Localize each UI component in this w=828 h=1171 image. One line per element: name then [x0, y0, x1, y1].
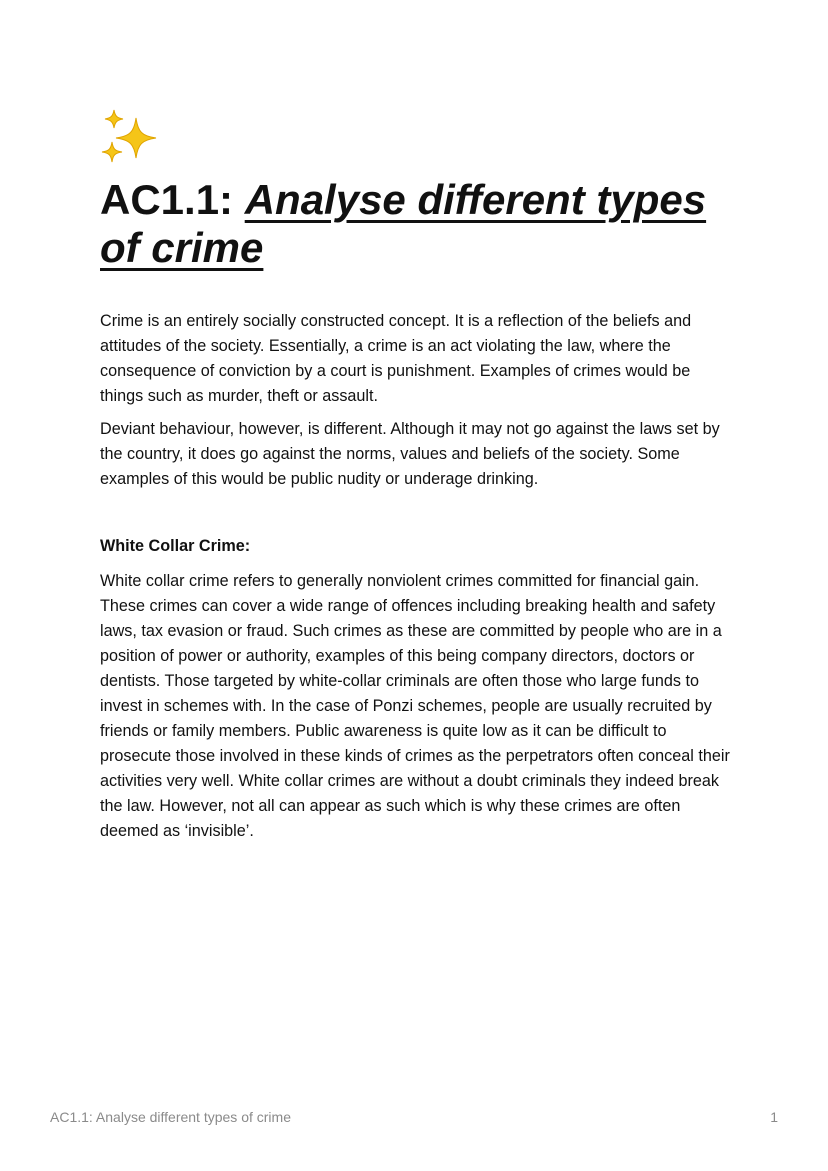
page-number: 1	[770, 1109, 778, 1125]
paragraph-intro: Crime is an entirely socially constructed concept. It is a reflection of the beliefs and attitudes of the society. Essentially, a crime is an act violating the law, where the consequence of conviction by a court is punishment. Examples of crimes would be things such as murder, theft or assault.	[100, 312, 692, 405]
page-title	[100, 176, 740, 272]
document-body	[100, 309, 730, 852]
section-heading: White Collar Crime:	[100, 537, 251, 555]
section-text: White collar crime refers to generally nonviolent crimes committed for financial gain. These crimes can cover a wide range of offences including breaking health and safety laws, tax evasion or fraud. Such crimes as these are committed by people who are in a position of power or authority, examples of this being company directors, doctors or dentists. Those targeted by white-collar criminals are often those who large funds to invest in schemes with. In the case of Ponzi schemes, people are usually recruited by friends or family members. Public awareness is quite low as it can be difficult to prosecute those involved in these kinds of crimes as the perpetrators often conceal their activities very well. White collar crimes are without a doubt criminals they indeed break the law. However, not all can appear as such which is why these crimes are often deemed as ‘invisible’.	[100, 572, 730, 840]
paragraph-deviance: Deviant behaviour, however, is different. Although it may not go against the laws set by the country, it does go against the norms, values and beliefs of the society. Some examples of this would be public nudity or underage drinking.	[100, 420, 720, 488]
footer-title: AC1.1: Analyse different types of crime	[50, 1109, 291, 1125]
title-emphasis: Analyse different types of crime	[100, 176, 707, 271]
sparkles-icon	[100, 106, 162, 168]
title-prefix: AC1.1:	[100, 176, 245, 223]
